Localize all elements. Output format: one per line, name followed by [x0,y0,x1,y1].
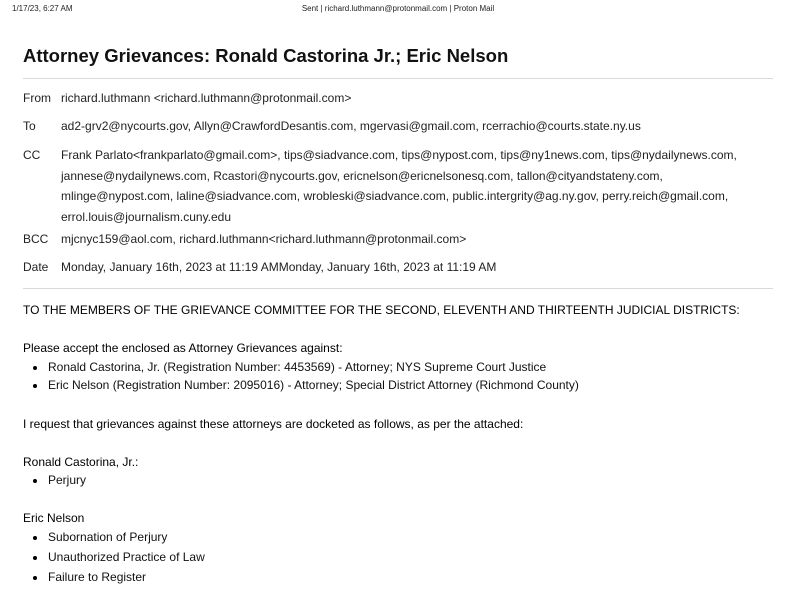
list-item: Failure to Register [23,570,205,590]
cc-line: Frank Parlato<frankparlato@gmail.com>, tips@siadvance.com, tips@nypost.com, tips@ny1news.com, tips@nydailynews.com, [61,148,737,162]
date-label: Date [23,260,49,274]
cc-value [61,145,771,227]
cc-line: mlinge@nypost.com, laline@siadvance.com, wrobleski@siadvance.com, public.intergrity@ag.ny.gov, perry.reich@gmail.com, [61,189,729,203]
list-item: Perjury [23,473,86,491]
salutation: TO THE MEMBERS OF THE GRIEVANCE COMMITTEE FOR THE SECOND, ELEVENTH AND THIRTEENTH JUDICIAL DISTRICTS: [23,303,740,317]
body-divider [23,288,773,289]
date-value: Monday, January 16th, 2023 at 11:19 AMMonday, January 16th, 2023 at 11:19 AM [61,260,497,274]
list-item: Unauthorized Practice of Law [23,550,205,570]
print-header [0,4,796,18]
against-list [23,360,579,396]
cc-label: CC [23,148,41,162]
to-label: To [23,119,36,133]
bcc-label: BCC [23,232,49,246]
bcc-value: mjcnyc159@aol.com, richard.luthmann<richard.luthmann@protonmail.com> [61,232,467,246]
print-date: 1/17/23, 6:27 AM [12,4,73,13]
list-item: Subornation of Perjury [23,530,205,550]
from-label: From [23,91,51,105]
castorina-charges [23,473,86,491]
to-value: ad2-grv2@nycourts.gov, Allyn@CrawfordDesantis.com, mgervasi@gmail.com, rcerrachio@courts.state.ny.us [61,119,641,133]
intro-text: Please accept the enclosed as Attorney Grievances against: [23,341,343,355]
header-divider [23,78,773,79]
list-item: Eric Nelson (Registration Number: 2095016) - Attorney; Special District Attorney (Richmond County) [23,378,579,396]
castorina-heading: Ronald Castorina, Jr.: [23,455,139,469]
email-subject: Attorney Grievances: Ronald Castorina Jr.; Eric Nelson [23,45,509,66]
print-page-title: Sent | richard.luthmann@protonmail.com | Proton Mail [301,4,495,13]
cc-line: jannese@nydailynews.com, Rcastori@nycourts.gov, ericnelson@ericnelsonesq.com, tallon@cityandstateny.com, [61,168,663,183]
from-value: richard.luthmann <richard.luthmann@protonmail.com> [61,91,352,105]
nelson-heading: Eric Nelson [23,511,85,525]
cc-line: errol.louis@journalism.cuny.edu [61,209,232,224]
list-item: Ronald Castorina, Jr. (Registration Number: 4453569) - Attorney; NYS Supreme Court Justice [23,360,579,378]
request-text: I request that grievances against these attorneys are docketed as follows, as per the attached: [23,417,524,431]
nelson-charges [23,530,205,590]
